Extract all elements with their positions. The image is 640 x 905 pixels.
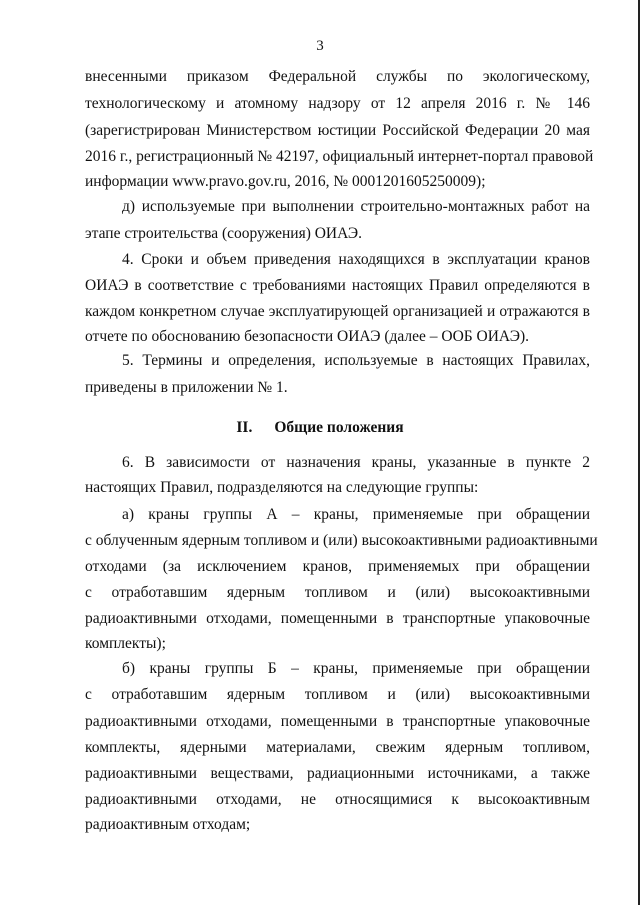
text-line: настоящих Правил, подразделяются на следующие группы:	[85, 479, 479, 496]
section-title: Общие положения	[274, 419, 404, 436]
text-line: комплекты);	[85, 635, 166, 652]
text-line: информации www.pravo.gov.ru, 2016, № 0001201605250009);	[85, 173, 486, 190]
text-line: радиоактивными веществами, радиационными источниками, а также	[85, 765, 590, 782]
text-line: внесенными приказом Федеральной службы по экологическому,	[85, 68, 590, 85]
text-line: технологическому и атомному надзору от 12 апреля 2016 г. № 146	[85, 95, 590, 112]
text-line: радиоактивными отходами, помещенными в транспортные упаковочные	[85, 713, 590, 730]
text-line: д) используемые при выполнении строительно-монтажных работ на	[122, 198, 590, 215]
text-line: с отработавшим ядерным топливом и (или) высокоактивными	[85, 686, 590, 703]
text-line: б) краны группы Б – краны, применяемые при обращении	[122, 660, 590, 677]
text-line: этапе строительства (сооружения) ОИАЭ.	[85, 225, 363, 242]
text-line: приведены в приложении № 1.	[85, 379, 288, 396]
text-line: ОИАЭ в соответствие с требованиями настоящих Правил определяются в	[85, 277, 590, 294]
text-line: с облученным ядерным топливом и (или) высокоактивными радиоактивными	[85, 532, 598, 549]
text-line: 2016 г., регистрационный № 42197, официальный интернет-портал правовой	[85, 148, 594, 165]
text-line: радиоактивными отходами, помещенными в транспортные упаковочные	[85, 610, 590, 627]
text-line: радиоактивными отходами, не относящимися к высокоактивным	[85, 791, 590, 808]
text-line: 6. В зависимости от назначения краны, указанные в пункте 2	[122, 454, 590, 471]
text-line: 4. Сроки и объем приведения находящихся в эксплуатации кранов	[122, 251, 590, 268]
text-line: комплекты, ядерными материалами, свежим ядерным топливом,	[85, 739, 590, 756]
text-line: отходами (за исключением кранов, применяемых при обращении	[85, 558, 590, 575]
text-line: отчете по обоснованию безопасности ОИАЭ (далее – ООБ ОИАЭ).	[85, 328, 530, 345]
text-line: радиоактивным отходам;	[85, 816, 251, 833]
text-line: а) краны группы А – краны, применяемые при обращении	[122, 506, 590, 523]
page-number: 3	[316, 38, 324, 54]
text-line: (зарегистрирован Министерством юстиции Российской Федерации 20 мая	[85, 122, 590, 139]
text-line: каждом конкретном случае эксплуатирующей организацией и отражаются в	[85, 303, 590, 320]
text-line: 5. Термины и определения, используемые в настоящих Правилах,	[122, 352, 590, 369]
text-line: с отработавшим ядерным топливом и (или) высокоактивными	[85, 584, 590, 601]
section-heading	[0, 418, 640, 438]
section-number: II.	[236, 419, 253, 436]
